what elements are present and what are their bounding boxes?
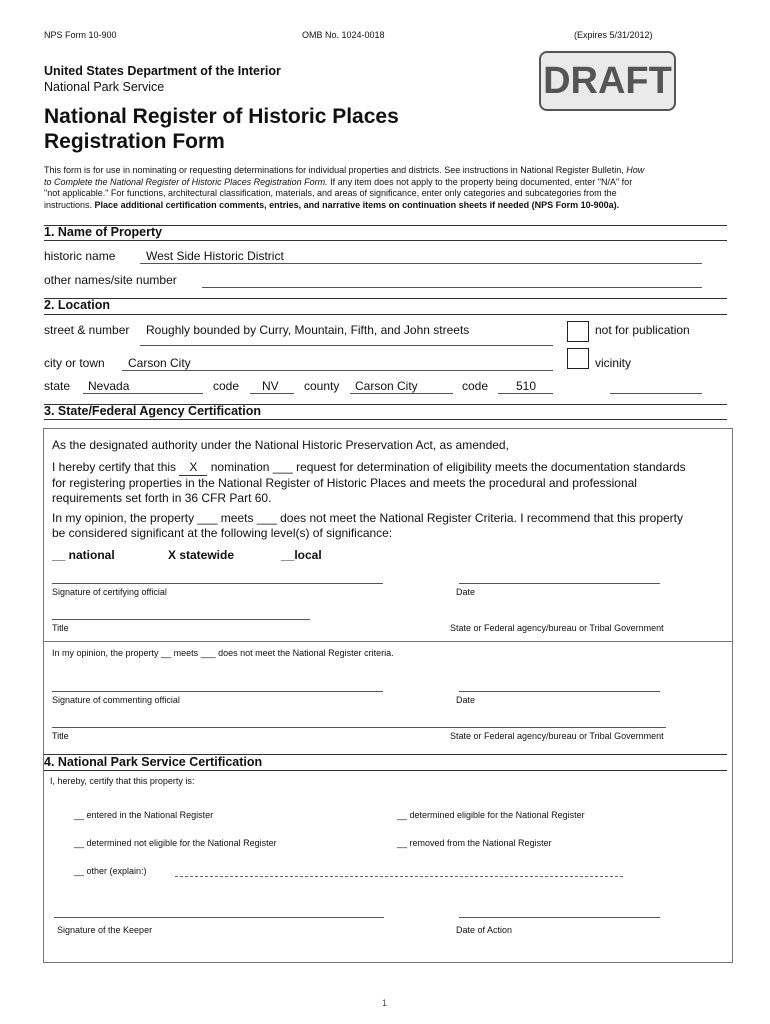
county-underline (350, 393, 453, 394)
certify-statement (52, 460, 722, 506)
section2-top-rule (44, 298, 727, 299)
certifying-signature-label: Signature of certifying official (52, 587, 167, 597)
commenting-title-line[interactable] (52, 727, 666, 728)
certifying-agency-label: State or Federal agency/bureau or Tribal Government (450, 623, 664, 633)
not-for-publication-label: not for publication (595, 323, 690, 337)
certify-line2: for registering properties in the National Register of Historic Places and meets the procedural and professional (52, 476, 637, 490)
section2-heading: 2. Location (44, 298, 110, 312)
county-code-underline (498, 393, 553, 394)
form-title-line1: National Register of Historic Places (44, 105, 399, 128)
other-explain-line[interactable] (175, 876, 623, 877)
state-code-underline (250, 393, 294, 394)
department-name: United States Department of the Interior (44, 64, 281, 78)
commenting-opinion: In my opinion, the property __ meets ___ does not meet the National Register criteria. (52, 648, 394, 658)
county-label: county (304, 379, 340, 393)
level-local[interactable]: __local (281, 548, 322, 562)
intro-italic2: to Complete the National Register of Historic Places Registration Form. (44, 176, 328, 187)
service-name: National Park Service (44, 80, 165, 94)
level-statewide[interactable]: X statewide (168, 548, 235, 562)
state-code-value[interactable]: NV (262, 379, 279, 393)
draft-stamp: DRAFT (539, 51, 676, 111)
historic-name-value[interactable]: West Side Historic District (146, 249, 284, 263)
state-value[interactable]: Nevada (88, 379, 130, 393)
historic-name-underline (140, 263, 702, 264)
intro-line3: "not applicable." For functions, architectural classification, materials, and areas of significance, enter only categories and subcategories from the (44, 188, 617, 198)
nps-certify-intro: I, hereby, certify that this property is: (50, 776, 195, 786)
certifying-title-label: Title (52, 623, 69, 633)
certify-line3: requirements set forth in 36 CFR Part 60. (52, 491, 272, 505)
section4-bottom-rule (44, 770, 727, 771)
commenting-title-label: Title (52, 731, 69, 741)
action-date-line[interactable] (459, 917, 660, 918)
nomination-mark[interactable]: X (179, 460, 207, 476)
zip-underline (610, 393, 702, 394)
street-underline (140, 345, 553, 346)
commenting-signature-label: Signature of commenting official (52, 695, 180, 705)
city-underline (122, 370, 553, 371)
option-entered[interactable]: __ entered in the National Register (74, 810, 214, 820)
action-date-label: Date of Action (456, 925, 513, 935)
state-label: state (44, 379, 71, 393)
county-code-value[interactable]: 510 (516, 379, 537, 393)
commenting-date-line[interactable] (459, 691, 660, 692)
commenting-divider (44, 641, 732, 642)
section2-bottom-rule (44, 314, 727, 315)
street-label: street & number (44, 323, 130, 337)
intro-text4: instructions. (44, 199, 93, 210)
vicinity-checkbox[interactable] (567, 348, 589, 369)
county-code-label: code (462, 379, 489, 393)
certifying-date-line[interactable] (459, 583, 660, 584)
not-for-publication-checkbox[interactable] (567, 321, 589, 342)
state-underline (83, 393, 203, 394)
vicinity-label: vicinity (595, 356, 632, 370)
omb-number: OMB No. 1024-0018 (302, 30, 385, 40)
county-value[interactable]: Carson City (355, 379, 418, 393)
intro-line2 (44, 177, 727, 189)
certify-line1 (52, 460, 722, 476)
intro-bold4: Place additional certification comments, entries, and narrative items on continuation sheets if needed (NPS Form 10-900a). (94, 199, 620, 210)
section4-heading: 4. National Park Service Certification (44, 755, 263, 769)
city-value[interactable]: Carson City (128, 356, 191, 370)
city-label: city or town (44, 356, 105, 370)
certify-text-a: I hereby certify that this (52, 460, 180, 474)
intro-text1: This form is for use in nominating or requesting determinations for individual properties and districts. See instructions in National Register Bulletin, (44, 165, 624, 175)
certify-text-b: nomination ___ request for determination of eligibility meets the documentation standards (207, 460, 686, 474)
commenting-signature-line[interactable] (52, 691, 383, 692)
intro-line4 (44, 200, 727, 212)
section3-heading: 3. State/Federal Agency Certification (44, 404, 261, 418)
intro-italic1: How (626, 165, 645, 175)
other-names-underline (202, 287, 702, 288)
certifying-date-label: Date (456, 587, 476, 597)
intro-paragraph (44, 165, 727, 211)
expiration-date: (Expires 5/31/2012) (574, 30, 653, 40)
commenting-date-label: Date (456, 695, 476, 705)
option-determined-eligible[interactable]: __ determined eligible for the National Register (397, 810, 585, 820)
form-title-line2: Registration Form (44, 130, 225, 153)
level-national[interactable]: __ national (52, 548, 115, 562)
commenting-agency-label: State or Federal agency/bureau or Tribal Government (450, 731, 664, 741)
certifying-title-line[interactable] (52, 619, 310, 620)
state-code-label: code (213, 379, 240, 393)
form-number: NPS Form 10-900 (44, 30, 117, 40)
other-names-label: other names/site number (44, 273, 177, 287)
option-not-eligible[interactable]: __ determined not eligible for the National Register (74, 838, 277, 848)
street-value[interactable]: Roughly bounded by Curry, Mountain, Fifth, and John streets (146, 323, 470, 337)
section3-bottom-rule (44, 419, 727, 420)
historic-name-label: historic name (44, 249, 116, 263)
opinion-line2: be considered significant at the following level(s) of significance: (52, 526, 393, 540)
form-title (44, 104, 399, 154)
authority-text: As the designated authority under the National Historic Preservation Act, as amended, (52, 438, 509, 452)
opinion-line1: In my opinion, the property ___ meets ___ does not meet the National Register Criteria. I recommend that this property (52, 511, 683, 525)
keeper-signature-label: Signature of the Keeper (57, 925, 153, 935)
intro-text2: If any item does not apply to the property being documented, enter "N/A" for (327, 176, 633, 187)
keeper-signature-line[interactable] (54, 917, 384, 918)
option-removed[interactable]: __ removed from the National Register (397, 838, 552, 848)
option-other[interactable]: __ other (explain:) (74, 866, 147, 876)
section1-bottom-rule (44, 240, 727, 241)
opinion-statement (52, 511, 722, 541)
intro-line1 (44, 165, 727, 177)
certifying-signature-line[interactable] (52, 583, 383, 584)
section1-heading: 1. Name of Property (44, 225, 163, 239)
page-number: 1 (382, 998, 388, 1008)
